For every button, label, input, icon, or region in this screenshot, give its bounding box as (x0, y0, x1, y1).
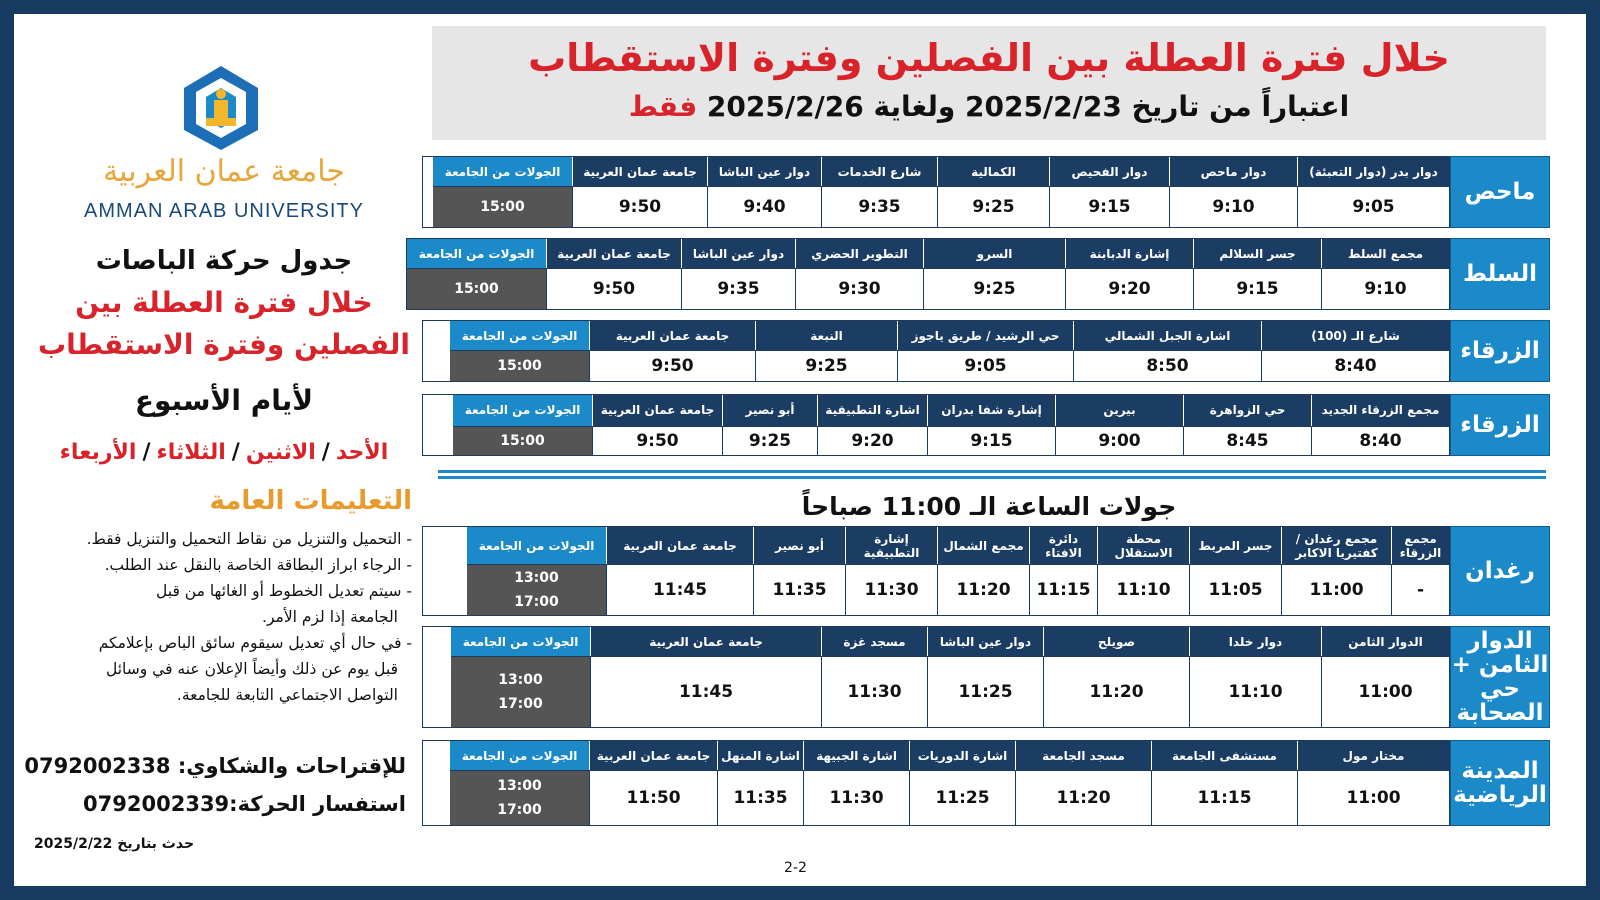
day-sunday: الأحد (335, 440, 389, 465)
stop-time: 9:10 (1169, 186, 1297, 227)
stops-header-row (423, 627, 1449, 656)
stop-name: صويلح (1043, 627, 1189, 656)
tour-time: 13:00 (498, 672, 543, 689)
info-panel (24, 54, 424, 874)
movement-phone: استفسار الحركة:0792002339 (83, 792, 406, 816)
stop-time: - (1391, 564, 1449, 615)
stop-time: 9:25 (722, 426, 817, 455)
tours-header: الجولات من الجامعة (450, 321, 589, 350)
stop-name: جامعة عمان العربية (590, 627, 821, 656)
stop-time: 8:40 (1261, 350, 1449, 381)
day-monday: الاثنين (245, 440, 316, 465)
stop-name: مجمع الزرقاء الجديد (1311, 395, 1449, 426)
day-separator: / (321, 440, 330, 465)
page-number: 2-2 (784, 860, 807, 876)
stop-time: 9:15 (927, 426, 1055, 455)
weekdays-heading: لأيام الأسبوع (134, 384, 314, 417)
stop-name: مجمع الشمال (937, 527, 1029, 564)
day-wednesday: الأربعاء (59, 440, 137, 465)
banner-title: خلال فترة العطلة بين الفصلين وفترة الاستقطاب (528, 36, 1450, 80)
route-table (422, 626, 1550, 728)
stop-name: مختار مول (1297, 741, 1449, 770)
tours-header: الجولات من الجامعة (453, 395, 592, 426)
stop-time: 9:20 (817, 426, 927, 455)
stop-name: اشارة الدوريات (909, 741, 1015, 770)
stop-name: السرو (923, 239, 1065, 268)
university-name-arabic: جامعة عمان العربية (103, 154, 345, 189)
tours-header: الجولات من الجامعة (450, 741, 589, 770)
route-grid (422, 320, 1450, 382)
stop-time: 11:10 (1097, 564, 1189, 615)
stop-name: دائرة الافتاء (1029, 527, 1097, 564)
stop-time: 9:50 (546, 268, 681, 309)
stop-name: إشارة التطبيقية (845, 527, 937, 564)
stop-time: 8:40 (1311, 426, 1449, 455)
tours-header: الجولات من الجامعة (407, 239, 546, 268)
banner-only: فقط (628, 90, 698, 123)
stop-time: 11:20 (937, 564, 1029, 615)
suggestions-phone: للإقتراحات والشكاوي: 0792002338 (24, 754, 406, 778)
stop-name: جامعة عمان العربية (606, 527, 753, 564)
stop-name: جسر المربط (1189, 527, 1281, 564)
tour-time: 17:00 (514, 594, 559, 611)
day-separator: / (231, 440, 240, 465)
stop-name: مستشفى الجامعة (1151, 741, 1297, 770)
stop-name: محطة الاستقلال (1097, 527, 1189, 564)
stop-time: 9:25 (937, 186, 1049, 227)
stop-time: 9:35 (681, 268, 795, 309)
stop-name: أبو نصير (753, 527, 845, 564)
stop-time: 9:15 (1193, 268, 1321, 309)
stop-name: اشارة المنهل (717, 741, 803, 770)
stop-name: دوار عين الباشا (707, 157, 821, 186)
times-row (423, 656, 1449, 727)
stop-time: 11:05 (1189, 564, 1281, 615)
route-name: السلط (1450, 238, 1550, 310)
holiday-heading-line2: الفصلين وفترة الاستقطاب (37, 328, 410, 361)
stop-time: 11:25 (927, 656, 1043, 727)
stop-time: 9:50 (572, 186, 707, 227)
tour-time: 15:00 (497, 358, 542, 375)
stop-time: 11:45 (606, 564, 753, 615)
stop-time: 11:45 (590, 656, 821, 727)
instruction-line: التواصل الاجتماعي التابعة للجامعة. (176, 686, 398, 704)
stop-time: 9:30 (795, 268, 923, 309)
stop-name: جامعة عمان العربية (572, 157, 707, 186)
stop-name: الدوار الثامن (1321, 627, 1449, 656)
banner-date-range: اعتباراً من تاريخ 2025/2/23 ولغاية 2025/2/26 (706, 90, 1350, 123)
route-name: الزرقاء (1450, 320, 1550, 382)
times-row (423, 564, 1449, 615)
times-row (423, 186, 1449, 227)
stops-header-row (423, 321, 1449, 350)
day-separator: / (142, 440, 151, 465)
route-table (422, 156, 1550, 228)
stop-time: 11:30 (845, 564, 937, 615)
stop-time: 11:35 (717, 770, 803, 825)
holiday-heading-line1: خلال فترة العطلة بين (75, 286, 373, 319)
stop-time: 11:15 (1151, 770, 1297, 825)
tour-time: 15:00 (500, 432, 545, 449)
stop-name: التطوير الحضري (795, 239, 923, 268)
route-grid (422, 156, 1450, 228)
times-row (407, 268, 1449, 309)
stop-time: 9:05 (1297, 186, 1449, 227)
times-row (423, 770, 1449, 825)
stop-time: 11:30 (803, 770, 909, 825)
stop-time: 9:20 (1065, 268, 1193, 309)
instruction-line: - سيتم تعديل الخطوط أو الغائها من قبل (156, 582, 412, 600)
stop-time: 11:00 (1321, 656, 1449, 727)
stop-name: الكمالية (937, 157, 1049, 186)
tours-header: الجولات من الجامعة (433, 157, 572, 186)
route-name: ماحص (1450, 156, 1550, 228)
stop-name: إشارة شفا بدران (927, 395, 1055, 426)
stop-time: 11:35 (753, 564, 845, 615)
stop-name: دوار ماحص (1169, 157, 1297, 186)
stop-time: 11:10 (1189, 656, 1321, 727)
morning-tours-title: جولات الساعة الـ 11:00 صباحاً (801, 492, 1177, 521)
tours-times (451, 656, 590, 727)
stop-name: جسر السلالم (1193, 239, 1321, 268)
stop-name: حي الرشيد / طريق ياجوز (897, 321, 1073, 350)
route-name: الدوار الثامن + حي الصحابة (1451, 628, 1549, 726)
tours-times (450, 350, 589, 381)
times-row (423, 350, 1449, 381)
instructions-title: التعليمات العامة (209, 486, 412, 516)
stop-time: 11:00 (1281, 564, 1391, 615)
route-table (418, 238, 1550, 310)
stop-time: 9:25 (755, 350, 897, 381)
stop-name: مجمع الزرقاء (1391, 527, 1449, 564)
stop-name: دوار عين الباشا (681, 239, 795, 268)
stop-name: دوار عين الباشا (927, 627, 1043, 656)
route-name: رغدان (1450, 526, 1550, 616)
stop-time: 9:25 (923, 268, 1065, 309)
banner-subtitle (432, 90, 1546, 123)
stop-time: 11:50 (589, 770, 717, 825)
stop-time: 8:50 (1073, 350, 1261, 381)
stop-time: 9:00 (1055, 426, 1183, 455)
tour-time: 17:00 (498, 696, 543, 713)
stop-name: مجمع السلط (1321, 239, 1449, 268)
stop-name: جامعة عمان العربية (589, 321, 755, 350)
stops-header-row (423, 741, 1449, 770)
stop-name: جامعة عمان العربية (592, 395, 722, 426)
university-name-english: AMMAN ARAB UNIVERSITY (84, 200, 364, 222)
section-divider (438, 476, 1546, 479)
stop-time: 9:40 (707, 186, 821, 227)
stop-name: مسجد غزة (821, 627, 927, 656)
route-table (422, 394, 1550, 456)
tours-header: الجولات من الجامعة (451, 627, 590, 656)
stop-name: دوار الفحيص (1049, 157, 1169, 186)
stops-header-row (423, 395, 1449, 426)
stop-name: مسجد الجامعة (1015, 741, 1151, 770)
route-name: الزرقاء (1450, 394, 1550, 456)
stop-name: شارع الـ (100) (1261, 321, 1449, 350)
stop-name: بيرين (1055, 395, 1183, 426)
stop-name: دوار خلدا (1189, 627, 1321, 656)
route-table (422, 320, 1550, 382)
stop-time: 9:50 (589, 350, 755, 381)
route-name: المدينة الرياضية (1450, 740, 1550, 826)
stop-time: 11:20 (1043, 656, 1189, 727)
route-table (422, 740, 1550, 826)
tour-time: 15:00 (454, 281, 499, 298)
stop-name: اشارة الجبيهة (803, 741, 909, 770)
stop-name: إشارة الدبابنة (1065, 239, 1193, 268)
stop-name: مجمع رغدان / كفتيريا الاكابر (1281, 527, 1391, 564)
route-grid (422, 526, 1450, 616)
stop-time: 11:30 (821, 656, 927, 727)
times-row (423, 426, 1449, 455)
tours-header: الجولات من الجامعة (467, 527, 606, 564)
tour-time: 17:00 (497, 802, 542, 819)
instruction-line: قبل يوم عن ذلك وأيضاً الإعلان عنه في وسائل (105, 660, 398, 678)
days-list (24, 440, 424, 465)
stop-time: 9:50 (592, 426, 722, 455)
stop-name: شارع الخدمات (821, 157, 937, 186)
stop-time: 8:45 (1183, 426, 1311, 455)
stop-name: جامعة عمان العربية (589, 741, 717, 770)
stops-header-row (407, 239, 1449, 268)
university-logo-icon (176, 62, 266, 152)
stop-name: أبو نصير (722, 395, 817, 426)
stop-time: 11:15 (1029, 564, 1097, 615)
instruction-line: الجامعة إذا لزم الأمر. (262, 608, 398, 626)
section-divider (438, 470, 1546, 473)
route-grid (422, 626, 1450, 728)
tour-time: 13:00 (514, 570, 559, 587)
stop-time: 11:00 (1297, 770, 1449, 825)
stop-name: النبعة (755, 321, 897, 350)
title-banner (432, 26, 1546, 140)
instruction-line: - التحميل والتنزيل من نقاط التحميل والتنزيل فقط. (86, 530, 412, 548)
stops-header-row (423, 157, 1449, 186)
stop-time: 11:20 (1015, 770, 1151, 825)
schedule-page (14, 14, 1586, 886)
stop-time: 11:25 (909, 770, 1015, 825)
updated-date: حدث بتاريخ 2025/2/22 (34, 836, 195, 852)
instruction-line: - في حال أي تعديل سيقوم سائق الباص بإعلامكم (98, 634, 412, 652)
tour-time: 13:00 (497, 778, 542, 795)
stops-header-row (423, 527, 1449, 564)
stop-name: دوار بدر (دوار التعبئة) (1297, 157, 1449, 186)
tours-times (453, 426, 592, 455)
stop-time: 9:05 (897, 350, 1073, 381)
stop-name: اشارة التطبيقية (817, 395, 927, 426)
stop-name: جامعة عمان العربية (546, 239, 681, 268)
instructions-list (32, 526, 412, 708)
instruction-line: - الرجاء ابراز البطاقة الخاصة بالنقل عند الطلب. (104, 556, 412, 574)
tours-times (467, 564, 606, 615)
stop-name: حي الزواهرة (1183, 395, 1311, 426)
stop-name: اشارة الجبل الشمالي (1073, 321, 1261, 350)
tours-times (433, 186, 572, 227)
route-table (422, 526, 1550, 616)
bus-schedule-heading: جدول حركة الباصات (95, 246, 353, 276)
route-grid (422, 740, 1450, 826)
stop-time: 9:10 (1321, 268, 1449, 309)
tours-times (450, 770, 589, 825)
route-grid (422, 394, 1450, 456)
stop-time: 9:15 (1049, 186, 1169, 227)
tours-times (407, 268, 546, 309)
route-grid (406, 238, 1450, 310)
day-tuesday: الثلاثاء (156, 440, 226, 465)
tour-time: 15:00 (480, 199, 525, 216)
stop-time: 9:35 (821, 186, 937, 227)
